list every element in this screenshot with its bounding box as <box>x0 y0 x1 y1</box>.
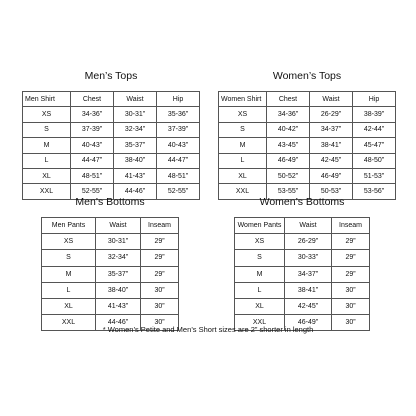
column-header: Waist <box>310 92 353 107</box>
table-row <box>219 107 396 122</box>
table-cell: 40-43” <box>157 138 200 153</box>
table-cell: 41-43” <box>114 168 157 183</box>
table-cell: 44-47” <box>71 153 114 168</box>
table-header-row <box>23 92 200 107</box>
table-cell: 44-46” <box>114 184 157 199</box>
size-cell: XL <box>219 168 267 183</box>
table-cell: 43-45” <box>267 138 310 153</box>
table-row <box>235 298 370 314</box>
table-cell: 35-37” <box>114 138 157 153</box>
table-row <box>42 282 179 298</box>
column-header: Men Pants <box>42 218 96 234</box>
table-row <box>235 282 370 298</box>
table-cell: 32-34” <box>96 250 141 266</box>
table-cell: 48-51” <box>71 168 114 183</box>
size-cell: XXL <box>235 315 285 331</box>
column-header: Chest <box>267 92 310 107</box>
column-header: Waist <box>285 218 332 234</box>
table-row <box>219 122 396 137</box>
size-cell: XXL <box>42 315 96 331</box>
table-cell: 38-40” <box>114 153 157 168</box>
table-cell: 26-29” <box>285 234 332 250</box>
table-cell: 30-31” <box>114 107 157 122</box>
table-cell: 30” <box>141 298 179 314</box>
size-cell: M <box>219 138 267 153</box>
table-row <box>23 107 200 122</box>
table-cell: 46-49” <box>285 315 332 331</box>
table-cell: 38-40” <box>96 282 141 298</box>
mens-tops-section <box>22 70 200 200</box>
size-cell: XL <box>235 298 285 314</box>
table-row <box>235 234 370 250</box>
table-cell: 30” <box>332 282 370 298</box>
table-cell: 50-52” <box>267 168 310 183</box>
table-cell: 48-51” <box>157 168 200 183</box>
womens-tops-section <box>218 70 396 200</box>
table-cell: 46-49” <box>267 153 310 168</box>
column-header: Hip <box>353 92 396 107</box>
column-header: Waist <box>114 92 157 107</box>
size-cell: L <box>23 153 71 168</box>
table-cell: 45-47” <box>353 138 396 153</box>
table-row <box>42 234 179 250</box>
footnote: * Women’s Petite and Men’s Short sizes are 2” shorter in length <box>102 325 314 334</box>
size-cell: S <box>42 250 96 266</box>
table-row <box>42 250 179 266</box>
table-cell: 51-53” <box>353 168 396 183</box>
table-cell: 30” <box>332 298 370 314</box>
size-cell: XL <box>23 168 71 183</box>
size-cell: XS <box>23 107 71 122</box>
table-cell: 40-42” <box>267 122 310 137</box>
table-row <box>42 266 179 282</box>
mens-tops-table <box>22 91 200 200</box>
size-cell: L <box>42 282 96 298</box>
column-header: Inseam <box>332 218 370 234</box>
table-cell: 29” <box>332 266 370 282</box>
table-cell: 44-47” <box>157 153 200 168</box>
table-cell: 30” <box>332 315 370 331</box>
column-header: Hip <box>157 92 200 107</box>
size-cell: XS <box>235 234 285 250</box>
size-cell: S <box>235 250 285 266</box>
size-cell: L <box>235 282 285 298</box>
table-row <box>219 153 396 168</box>
table-row <box>219 168 396 183</box>
table-cell: 30-31” <box>96 234 141 250</box>
table-cell: 30-33” <box>285 250 332 266</box>
table-cell: 29” <box>332 234 370 250</box>
table-row <box>23 122 200 137</box>
column-header: Inseam <box>141 218 179 234</box>
table-cell: 53-56” <box>353 184 396 199</box>
table-cell: 42-44” <box>353 122 396 137</box>
column-header: Women Shirt <box>219 92 267 107</box>
table-cell: 37-39” <box>71 122 114 137</box>
table-cell: 34-36” <box>267 107 310 122</box>
womens-bottoms-table <box>234 217 370 331</box>
mens-bottoms-title: Men’s Bottoms <box>75 196 145 208</box>
table-cell: 50-53” <box>310 184 353 199</box>
table-row <box>23 168 200 183</box>
table-header-row <box>42 218 179 234</box>
size-cell: M <box>42 266 96 282</box>
table-cell: 34-36” <box>71 107 114 122</box>
table-cell: 38-39” <box>353 107 396 122</box>
column-header: Chest <box>71 92 114 107</box>
table-cell: 40-43” <box>71 138 114 153</box>
table-cell: 46-49” <box>310 168 353 183</box>
womens-bottoms-section <box>234 196 370 331</box>
size-cell: XXL <box>219 184 267 199</box>
table-cell: 26-29” <box>310 107 353 122</box>
mens-bottoms-table <box>41 217 179 331</box>
table-cell: 29” <box>332 250 370 266</box>
table-cell: 29” <box>141 250 179 266</box>
size-cell: L <box>219 153 267 168</box>
table-cell: 37-39” <box>157 122 200 137</box>
table-cell: 44-46” <box>96 315 141 331</box>
table-cell: 38-41” <box>285 282 332 298</box>
womens-tops-table <box>218 91 396 200</box>
womens-tops-title: Women’s Tops <box>272 70 342 82</box>
column-header: Waist <box>96 218 141 234</box>
column-header: Women Pants <box>235 218 285 234</box>
size-cell: M <box>23 138 71 153</box>
size-cell: M <box>235 266 285 282</box>
table-row <box>42 298 179 314</box>
mens-bottoms-section <box>41 196 179 331</box>
table-row <box>23 153 200 168</box>
table-cell: 53-55” <box>267 184 310 199</box>
table-row <box>23 138 200 153</box>
table-cell: 42-45” <box>310 153 353 168</box>
size-cell: S <box>23 122 71 137</box>
column-header: Men Shirt <box>23 92 71 107</box>
size-cell: XL <box>42 298 96 314</box>
table-row <box>235 266 370 282</box>
table-cell: 32-34” <box>114 122 157 137</box>
table-cell: 34-37” <box>310 122 353 137</box>
table-header-row <box>219 92 396 107</box>
table-cell: 42-45” <box>285 298 332 314</box>
size-cell: XS <box>219 107 267 122</box>
table-cell: 29” <box>141 234 179 250</box>
mens-tops-title: Men’s Tops <box>84 70 138 82</box>
table-row <box>235 250 370 266</box>
table-cell: 41-43” <box>96 298 141 314</box>
size-cell: S <box>219 122 267 137</box>
size-cell: XS <box>42 234 96 250</box>
table-header-row <box>235 218 370 234</box>
table-cell: 52-55” <box>157 184 200 199</box>
table-cell: 35-37” <box>96 266 141 282</box>
table-cell: 38-41” <box>310 138 353 153</box>
table-cell: 30” <box>141 315 179 331</box>
table-cell: 52-55” <box>71 184 114 199</box>
table-cell: 35-36” <box>157 107 200 122</box>
table-cell: 48-50” <box>353 153 396 168</box>
table-cell: 29” <box>141 266 179 282</box>
size-cell: XXL <box>23 184 71 199</box>
table-row <box>219 138 396 153</box>
table-cell: 34-37” <box>285 266 332 282</box>
table-cell: 30” <box>141 282 179 298</box>
womens-bottoms-title: Women’s Bottoms <box>259 196 345 208</box>
